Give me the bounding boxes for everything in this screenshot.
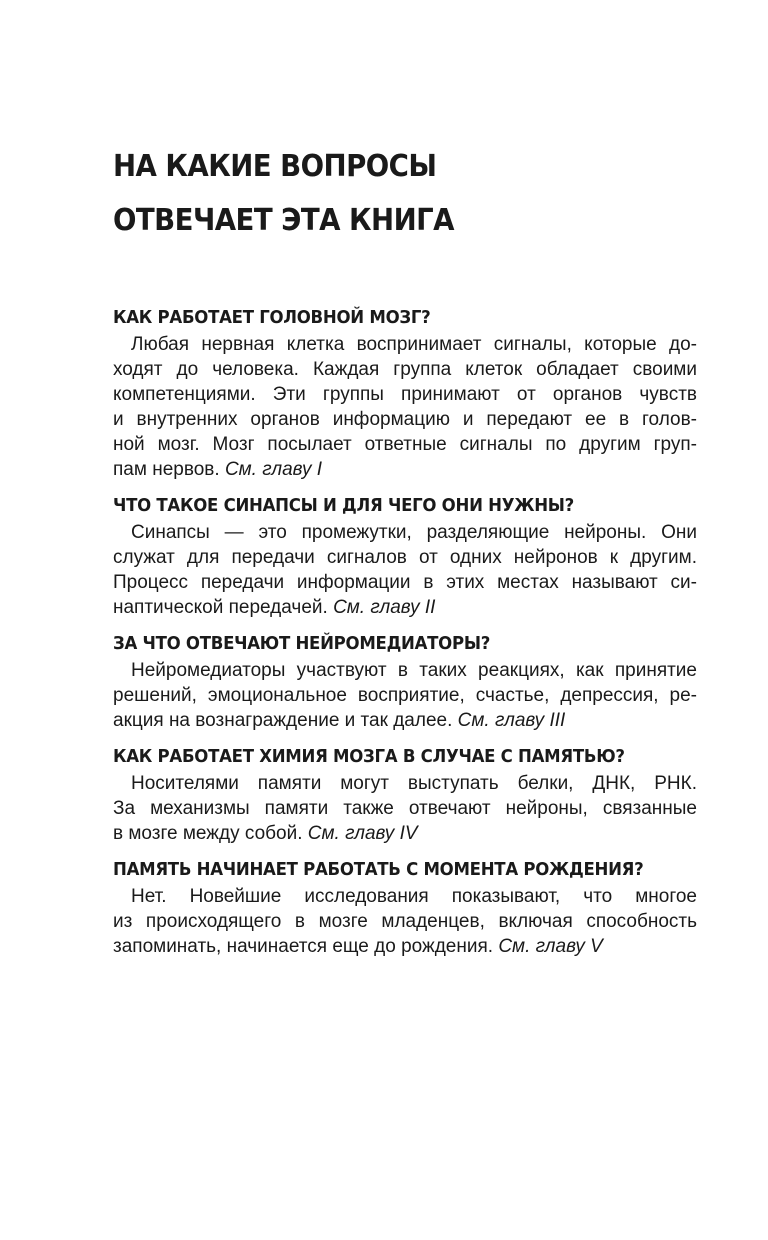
page-title-line-1: НА КАКИЕ ВОПРОСЫ (113, 149, 437, 184)
answer-line-last (113, 934, 697, 959)
answer-paragraph (113, 520, 697, 620)
qa-item-neurotransmitters (113, 629, 697, 733)
chapter-reference: См. главу I (224, 459, 323, 480)
answer-paragraph (113, 771, 697, 846)
answer-line-text: акция на вознаграждение и так далее. (113, 710, 453, 731)
qa-item-brain (113, 303, 697, 482)
answer-line-text: наптической передачей. (113, 597, 328, 618)
answer-line-text: в мозге между собой. (113, 823, 303, 844)
chapter-reference: См. главу III (457, 710, 566, 731)
answer-line: ной мозг. Мозг посылает ответные сигналы по другим груп- (113, 434, 697, 455)
answer-line: Синапсы — это промежутки, разделяющие нейроны. Они (131, 522, 697, 543)
answer-paragraph (113, 884, 697, 959)
qa-item-synapses (113, 491, 697, 620)
answer-line: Нейромедиаторы участвуют в таких реакциях, как принятие (131, 660, 697, 681)
answer-line: Носителями памяти могут выступать белки, ДНК, РНК. (131, 773, 697, 794)
answer-line-text: пам нервов. (113, 459, 220, 480)
chapter-reference: См. главу II (333, 597, 436, 618)
answer-line-last (113, 708, 697, 733)
chapter-reference: См. главу V (498, 936, 603, 957)
question-heading: ПАМЯТЬ НАЧИНАЕТ РАБОТАТЬ С МОМЕНТА РОЖДЕНИЯ? (113, 859, 644, 880)
answer-line: Любая нервная клетка воспринимает сигналы, которые до- (131, 334, 697, 355)
answer-line: компетенциями. Эти группы принимают от органов чувств (113, 384, 697, 405)
page-title (113, 140, 628, 248)
chapter-reference: См. главу IV (307, 823, 418, 844)
qa-item-memory-chemistry (113, 742, 697, 846)
answer-line: Нет. Новейшие исследования показывают, что многое (131, 886, 697, 907)
question-heading: КАК РАБОТАЕТ ГОЛОВНОЙ МОЗГ? (113, 307, 431, 328)
page-title-line-2: ОТВЕЧАЕТ ЭТА КНИГА (113, 203, 454, 238)
answer-line: из происходящего в мозге младенцев, включая способность (113, 911, 697, 932)
answer-line-last (113, 595, 697, 620)
question-heading: КАК РАБОТАЕТ ХИМИЯ МОЗГА В СЛУЧАЕ С ПАМЯТЬЮ? (113, 746, 625, 767)
qa-item-memory-birth (113, 855, 697, 959)
answer-paragraph (113, 658, 697, 733)
answer-line: решений, эмоциональное восприятие, счастье, депрессия, ре- (113, 685, 697, 706)
answer-paragraph (113, 332, 697, 482)
qa-list (113, 303, 697, 968)
answer-line: ходят до человека. Каждая группа клеток обладает своими (113, 359, 697, 380)
answer-line: и внутренних органов информацию и передают ее в голов- (113, 409, 697, 430)
question-heading: ЗА ЧТО ОТВЕЧАЮТ НЕЙРОМЕДИАТОРЫ? (113, 633, 491, 654)
answer-line-last (113, 457, 697, 482)
answer-line-last (113, 821, 697, 846)
question-heading: ЧТО ТАКОЕ СИНАПСЫ И ДЛЯ ЧЕГО ОНИ НУЖНЫ? (113, 495, 575, 516)
answer-line: Процесс передачи информации в этих местах называют си- (113, 572, 697, 593)
answer-line: За механизмы памяти также отвечают нейроны, связанные (113, 798, 697, 819)
answer-line: служат для передачи сигналов от одних нейронов к другим. (113, 547, 697, 568)
answer-line-text: запоминать, начинается еще до рождения. (113, 936, 494, 957)
